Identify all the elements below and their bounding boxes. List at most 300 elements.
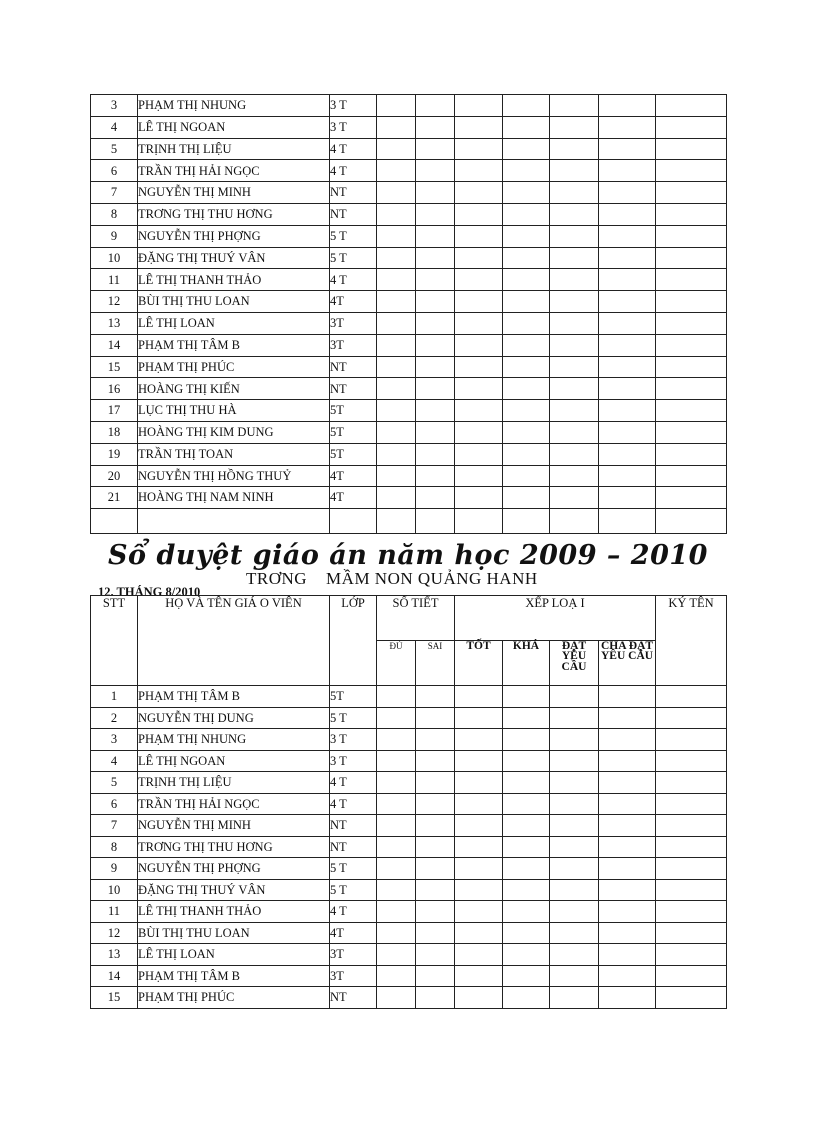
empty-cell (416, 443, 455, 465)
row-stt: 10 (91, 247, 138, 269)
blank-row (91, 509, 727, 534)
class-name: 4 T (330, 138, 377, 160)
table-row (91, 291, 727, 313)
empty-cell (455, 203, 503, 225)
row-stt: 9 (91, 858, 138, 880)
empty-cell (330, 509, 377, 534)
table-row (91, 247, 727, 269)
row-stt: 8 (91, 203, 138, 225)
empty-cell (550, 901, 599, 923)
teacher-name: TRƠNG THỊ THU HƠNG (138, 203, 330, 225)
empty-cell (416, 901, 455, 923)
empty-cell (656, 247, 727, 269)
teacher-name: LỤC THỊ THU HÀ (138, 400, 330, 422)
table-row (91, 312, 727, 334)
empty-cell (550, 269, 599, 291)
empty-cell (599, 334, 656, 356)
empty-cell (656, 815, 727, 837)
class-name: 5 T (330, 707, 377, 729)
empty-cell (656, 160, 727, 182)
empty-cell (138, 509, 330, 534)
empty-cell (656, 400, 727, 422)
empty-cell (550, 729, 599, 751)
row-stt: 18 (91, 421, 138, 443)
empty-cell (416, 487, 455, 509)
empty-cell (377, 356, 416, 378)
empty-cell (91, 509, 138, 534)
table-row (91, 182, 727, 204)
empty-cell (416, 160, 455, 182)
empty-cell (550, 793, 599, 815)
empty-cell (656, 334, 727, 356)
table-row (91, 378, 727, 400)
empty-cell (416, 291, 455, 313)
school-name: TRƠNG MẦM NON QUẢNG HANH (246, 569, 538, 588)
teacher-name: PHẠM THỊ TÂM B (138, 686, 330, 708)
empty-cell (503, 269, 550, 291)
empty-cell (599, 815, 656, 837)
table-row (91, 225, 727, 247)
empty-cell (599, 400, 656, 422)
empty-cell (550, 707, 599, 729)
table-row (91, 707, 727, 729)
table-row (91, 138, 727, 160)
teacher-table-continued-body (91, 95, 727, 534)
row-stt: 5 (91, 772, 138, 794)
empty-cell (455, 772, 503, 794)
class-name: 5 T (330, 247, 377, 269)
empty-cell (550, 858, 599, 880)
empty-cell (599, 291, 656, 313)
teacher-name: TRỊNH THỊ LIỆU (138, 138, 330, 160)
table-row (91, 836, 727, 858)
empty-cell (656, 421, 727, 443)
class-name: NT (330, 378, 377, 400)
empty-cell (416, 312, 455, 334)
teacher-name: LÊ THỊ THANH THẢO (138, 901, 330, 923)
empty-cell (550, 116, 599, 138)
empty-cell (550, 160, 599, 182)
empty-cell (377, 965, 416, 987)
empty-cell (455, 138, 503, 160)
class-name: 4 T (330, 793, 377, 815)
empty-cell (550, 138, 599, 160)
teacher-table-month (90, 595, 727, 1009)
empty-cell (656, 686, 727, 708)
empty-cell (377, 487, 416, 509)
empty-cell (503, 707, 550, 729)
empty-cell (416, 509, 455, 534)
teacher-name: ĐẶNG THỊ THUÝ VÂN (138, 247, 330, 269)
empty-cell (503, 225, 550, 247)
empty-cell (550, 334, 599, 356)
header-fair: KHÁ (503, 641, 550, 686)
empty-cell (503, 291, 550, 313)
empty-cell (599, 487, 656, 509)
empty-cell (455, 987, 503, 1009)
empty-cell (503, 836, 550, 858)
empty-cell (416, 729, 455, 751)
row-stt: 4 (91, 750, 138, 772)
header-wrong: SAI (416, 641, 455, 686)
teacher-name: TRƠNG THỊ THU HƠNG (138, 836, 330, 858)
empty-cell (416, 750, 455, 772)
class-name: NT (330, 836, 377, 858)
teacher-name: PHẠM THỊ NHUNG (138, 729, 330, 751)
teacher-name: HOÀNG THỊ KIM DUNG (138, 421, 330, 443)
header-ranking: XẾP LOẠ I (455, 596, 656, 641)
class-name: 5 T (330, 858, 377, 880)
empty-cell (503, 116, 550, 138)
row-stt: 12 (91, 922, 138, 944)
row-stt: 7 (91, 182, 138, 204)
teacher-name: HOÀNG THỊ KIẾN (138, 378, 330, 400)
empty-cell (455, 509, 503, 534)
empty-cell (377, 291, 416, 313)
empty-cell (416, 965, 455, 987)
empty-cell (503, 901, 550, 923)
empty-cell (656, 729, 727, 751)
empty-cell (599, 965, 656, 987)
row-stt: 19 (91, 443, 138, 465)
empty-cell (416, 922, 455, 944)
empty-cell (599, 922, 656, 944)
empty-cell (455, 334, 503, 356)
empty-cell (377, 334, 416, 356)
empty-cell (656, 965, 727, 987)
teacher-name: PHẠM THỊ TÂM B (138, 334, 330, 356)
empty-cell (377, 269, 416, 291)
teacher-name: TRẦN THỊ TOAN (138, 443, 330, 465)
row-stt: 15 (91, 987, 138, 1009)
empty-cell (377, 815, 416, 837)
row-stt: 15 (91, 356, 138, 378)
class-name: NT (330, 203, 377, 225)
row-stt: 14 (91, 965, 138, 987)
empty-cell (416, 987, 455, 1009)
row-stt: 5 (91, 138, 138, 160)
table-row (91, 922, 727, 944)
row-stt: 7 (91, 815, 138, 837)
empty-cell (377, 203, 416, 225)
empty-cell (599, 944, 656, 966)
table-row (91, 487, 727, 509)
empty-cell (550, 965, 599, 987)
empty-cell (503, 182, 550, 204)
empty-cell (550, 95, 599, 117)
empty-cell (550, 225, 599, 247)
empty-cell (416, 815, 455, 837)
empty-cell (656, 182, 727, 204)
empty-cell (377, 465, 416, 487)
row-stt: 17 (91, 400, 138, 422)
empty-cell (599, 356, 656, 378)
row-stt: 10 (91, 879, 138, 901)
empty-cell (455, 707, 503, 729)
empty-cell (455, 160, 503, 182)
empty-cell (599, 312, 656, 334)
empty-cell (416, 225, 455, 247)
empty-cell (455, 729, 503, 751)
empty-cell (416, 138, 455, 160)
table-row (91, 334, 727, 356)
empty-cell (599, 160, 656, 182)
empty-cell (377, 116, 416, 138)
class-name: 4 T (330, 269, 377, 291)
empty-cell (503, 922, 550, 944)
teacher-name: LÊ THỊ LOAN (138, 944, 330, 966)
teacher-name: ĐẶNG THỊ THUÝ VÂN (138, 879, 330, 901)
empty-cell (550, 421, 599, 443)
empty-cell (455, 356, 503, 378)
empty-cell (656, 836, 727, 858)
row-stt: 9 (91, 225, 138, 247)
header-enough: ĐỦ (377, 641, 416, 686)
empty-cell (455, 922, 503, 944)
empty-cell (377, 987, 416, 1009)
empty-cell (416, 182, 455, 204)
table-row (91, 443, 727, 465)
empty-cell (550, 750, 599, 772)
empty-cell (599, 378, 656, 400)
empty-cell (503, 465, 550, 487)
empty-cell (656, 487, 727, 509)
row-stt: 8 (91, 836, 138, 858)
table-row (91, 465, 727, 487)
empty-cell (656, 750, 727, 772)
empty-cell (455, 116, 503, 138)
empty-cell (455, 750, 503, 772)
empty-cell (416, 400, 455, 422)
empty-cell (550, 772, 599, 794)
table-row (91, 944, 727, 966)
empty-cell (503, 815, 550, 837)
row-stt: 1 (91, 686, 138, 708)
empty-cell (503, 400, 550, 422)
class-name: NT (330, 815, 377, 837)
empty-cell (656, 987, 727, 1009)
empty-cell (455, 291, 503, 313)
empty-cell (656, 858, 727, 880)
empty-cell (503, 729, 550, 751)
empty-cell (455, 225, 503, 247)
row-stt: 21 (91, 487, 138, 509)
empty-cell (503, 879, 550, 901)
empty-cell (599, 138, 656, 160)
table-row (91, 858, 727, 880)
empty-cell (503, 356, 550, 378)
empty-cell (599, 793, 656, 815)
header-pass: ĐẠT YÊU CẦU (550, 641, 599, 686)
empty-cell (599, 772, 656, 794)
empty-cell (656, 378, 727, 400)
class-name: 4T (330, 487, 377, 509)
empty-cell (550, 203, 599, 225)
empty-cell (455, 421, 503, 443)
empty-cell (599, 182, 656, 204)
teacher-name: LÊ THỊ LOAN (138, 312, 330, 334)
header-good: TỐT (455, 641, 503, 686)
table-row (91, 116, 727, 138)
empty-cell (656, 944, 727, 966)
empty-cell (455, 487, 503, 509)
empty-cell (550, 182, 599, 204)
empty-cell (416, 836, 455, 858)
empty-cell (503, 312, 550, 334)
empty-cell (599, 750, 656, 772)
empty-cell (416, 356, 455, 378)
class-name: 5 T (330, 879, 377, 901)
empty-cell (599, 203, 656, 225)
empty-cell (416, 378, 455, 400)
empty-cell (599, 443, 656, 465)
empty-cell (416, 465, 455, 487)
empty-cell (377, 707, 416, 729)
table-row (91, 987, 727, 1009)
empty-cell (416, 686, 455, 708)
empty-cell (416, 879, 455, 901)
empty-cell (377, 247, 416, 269)
class-name: 3T (330, 312, 377, 334)
teacher-name: NGUYỄN THỊ MINH (138, 815, 330, 837)
empty-cell (377, 160, 416, 182)
header-stt: STT (91, 596, 138, 686)
empty-cell (599, 729, 656, 751)
empty-cell (377, 312, 416, 334)
empty-cell (503, 858, 550, 880)
empty-cell (416, 772, 455, 794)
empty-cell (550, 400, 599, 422)
empty-cell (656, 269, 727, 291)
class-name: 4 T (330, 160, 377, 182)
empty-cell (599, 707, 656, 729)
empty-cell (455, 836, 503, 858)
empty-cell (503, 772, 550, 794)
empty-cell (377, 944, 416, 966)
row-stt: 6 (91, 160, 138, 182)
empty-cell (550, 879, 599, 901)
empty-cell (550, 836, 599, 858)
class-name: 4T (330, 291, 377, 313)
empty-cell (377, 836, 416, 858)
empty-cell (656, 901, 727, 923)
empty-cell (503, 334, 550, 356)
table-row (91, 879, 727, 901)
empty-cell (377, 421, 416, 443)
empty-cell (455, 815, 503, 837)
empty-cell (550, 487, 599, 509)
empty-cell (416, 95, 455, 117)
teacher-name: LÊ THỊ NGOAN (138, 750, 330, 772)
teacher-name: BÙI THỊ THU LOAN (138, 291, 330, 313)
table-row (91, 750, 727, 772)
empty-cell (377, 901, 416, 923)
teacher-name: BÙI THỊ THU LOAN (138, 922, 330, 944)
class-name: 3 T (330, 750, 377, 772)
teacher-name: PHẠM THỊ TÂM B (138, 965, 330, 987)
class-name: 4 T (330, 901, 377, 923)
empty-cell (656, 922, 727, 944)
empty-cell (656, 225, 727, 247)
empty-cell (416, 858, 455, 880)
teacher-table-continued (90, 94, 727, 534)
class-name: 3 T (330, 95, 377, 117)
empty-cell (416, 334, 455, 356)
empty-cell (599, 509, 656, 534)
row-stt: 20 (91, 465, 138, 487)
empty-cell (455, 879, 503, 901)
table-row (91, 203, 727, 225)
empty-cell (503, 987, 550, 1009)
table-row (91, 269, 727, 291)
empty-cell (550, 815, 599, 837)
table-row (91, 160, 727, 182)
empty-cell (455, 965, 503, 987)
empty-cell (455, 686, 503, 708)
row-stt: 3 (91, 95, 138, 117)
empty-cell (656, 707, 727, 729)
empty-cell (455, 95, 503, 117)
teacher-name: LÊ THỊ NGOAN (138, 116, 330, 138)
empty-cell (656, 116, 727, 138)
empty-cell (416, 203, 455, 225)
empty-cell (377, 686, 416, 708)
row-stt: 11 (91, 901, 138, 923)
table-row (91, 356, 727, 378)
document-title: Sổ duyệt giáo án năm học 2009 – 2010 (108, 540, 708, 571)
header-signature: KÝ TÊN (656, 596, 727, 686)
teacher-name: NGUYỄN THỊ DUNG (138, 707, 330, 729)
class-name: 5 T (330, 225, 377, 247)
empty-cell (656, 772, 727, 794)
empty-cell (503, 793, 550, 815)
teacher-name: NGUYỄN THỊ PHỢNG (138, 225, 330, 247)
teacher-name: TRỊNH THỊ LIỆU (138, 772, 330, 794)
class-name: NT (330, 182, 377, 204)
empty-cell (416, 793, 455, 815)
empty-cell (656, 291, 727, 313)
empty-cell (455, 944, 503, 966)
empty-cell (656, 95, 727, 117)
class-name: 3T (330, 334, 377, 356)
empty-cell (656, 509, 727, 534)
empty-cell (550, 312, 599, 334)
row-stt: 13 (91, 312, 138, 334)
empty-cell (599, 836, 656, 858)
row-stt: 11 (91, 269, 138, 291)
empty-cell (503, 750, 550, 772)
empty-cell (455, 465, 503, 487)
empty-cell (416, 269, 455, 291)
row-stt: 4 (91, 116, 138, 138)
empty-cell (377, 95, 416, 117)
empty-cell (377, 225, 416, 247)
class-name: 3T (330, 965, 377, 987)
table-row (91, 95, 727, 117)
empty-cell (503, 686, 550, 708)
class-name: 4 T (330, 772, 377, 794)
class-name: 5T (330, 400, 377, 422)
empty-cell (656, 312, 727, 334)
empty-cell (550, 686, 599, 708)
row-stt: 2 (91, 707, 138, 729)
teacher-name: NGUYỄN THỊ HỒNG THUỶ (138, 465, 330, 487)
empty-cell (455, 312, 503, 334)
empty-cell (503, 487, 550, 509)
empty-cell (656, 443, 727, 465)
class-name: 3T (330, 944, 377, 966)
empty-cell (656, 203, 727, 225)
